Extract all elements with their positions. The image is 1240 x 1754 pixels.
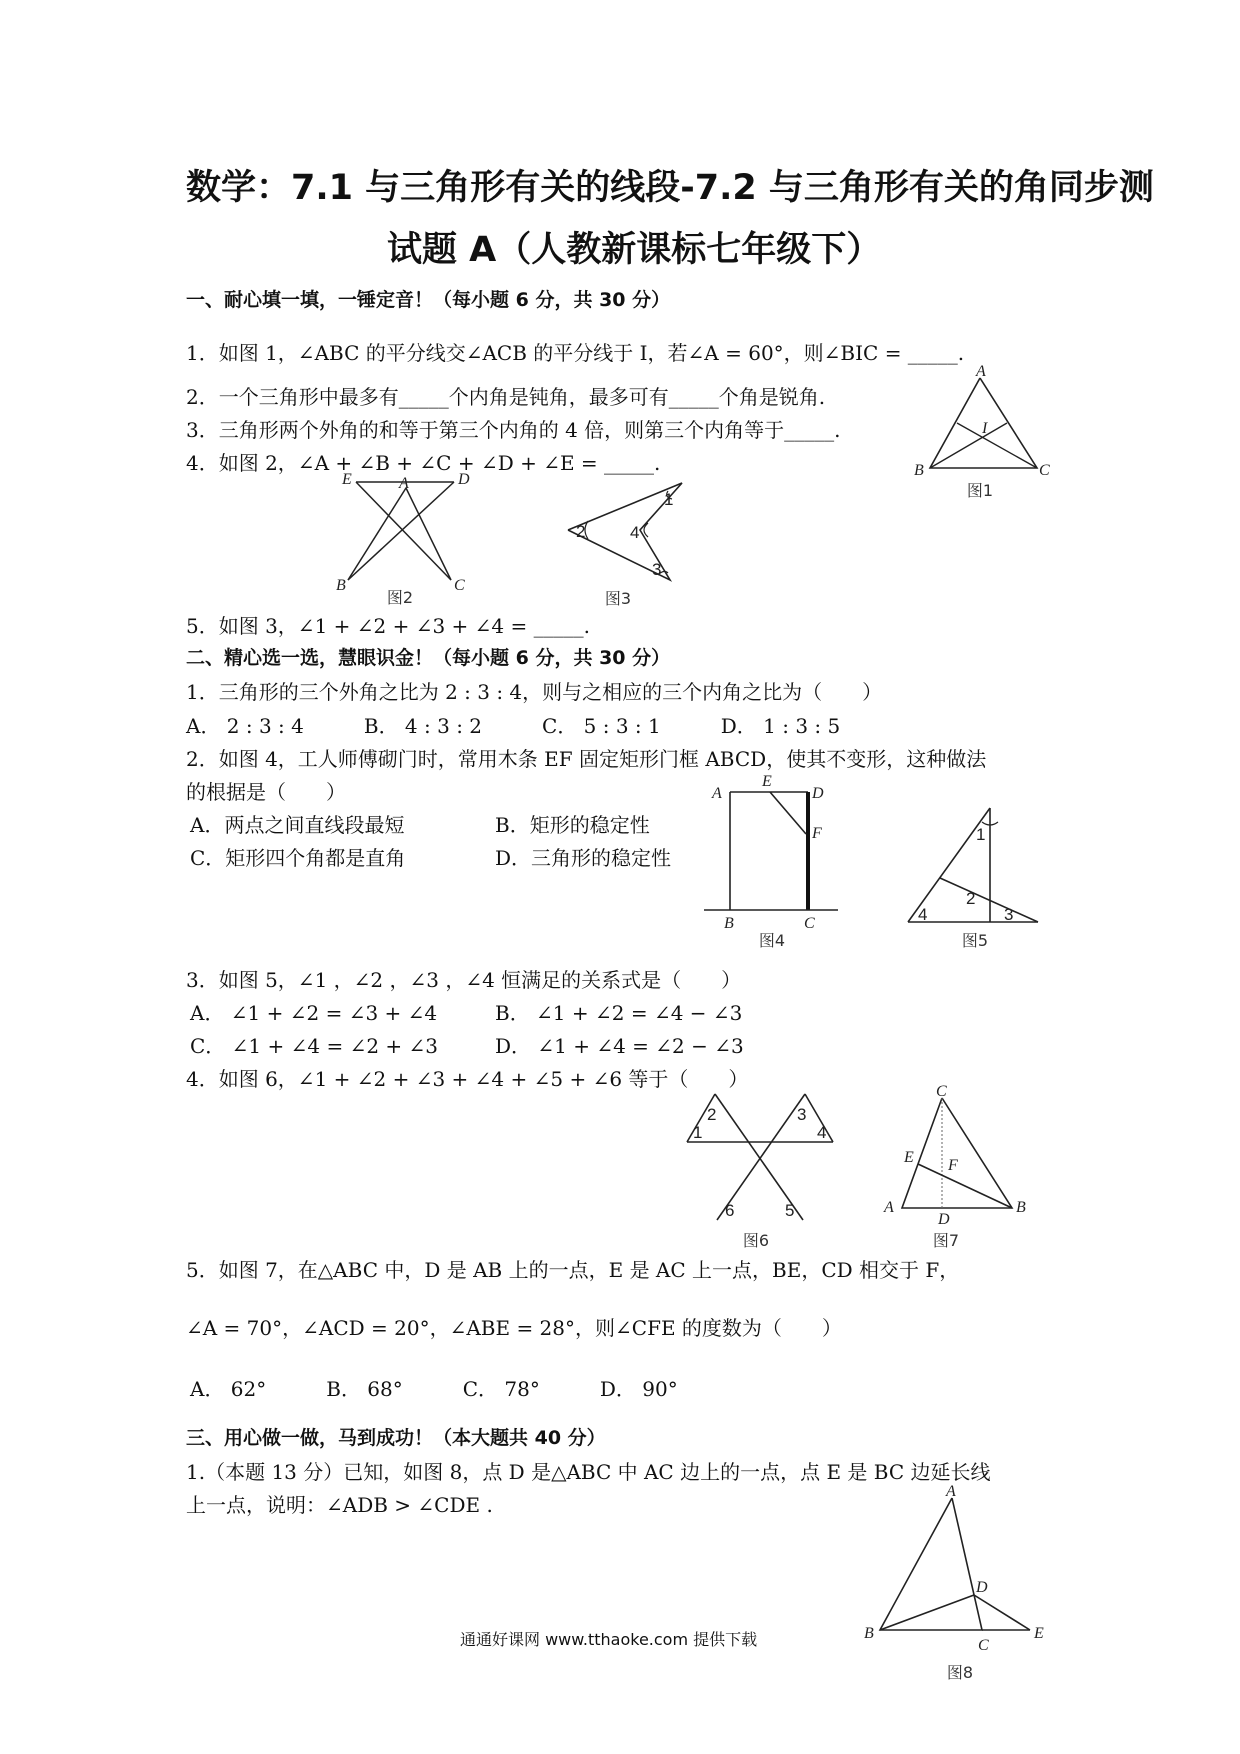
s2-question-2-line-2: 的根据是（ ）: [186, 780, 346, 804]
fig3-angle-3: 3: [652, 560, 662, 579]
s3-question-1-line-2: 上一点，说明：∠ADB > ∠CDE .: [186, 1493, 493, 1517]
s2-q3-option-d: D． ∠1 + ∠4 = ∠2 − ∠3: [495, 1034, 744, 1058]
fig2-label-a: A: [399, 475, 409, 492]
s2-q2-option-c: C．矩形四个角都是直角: [190, 846, 406, 870]
fig2-caption: 图2: [386, 588, 414, 607]
s1-question-5: 5．如图 3，∠1 + ∠2 + ∠3 + ∠4 = _____.: [186, 614, 590, 638]
fig4-label-b: B: [724, 915, 734, 932]
fig7-label-c: C: [936, 1083, 947, 1100]
s1-question-4: 4．如图 2，∠A + ∠B + ∠C + ∠D + ∠E = _____.: [186, 451, 661, 475]
s2-question-2-line-1: 2．如图 4，工人师傅砌门时，常用木条 EF 固定矩形门框 ABCD，使其不变形，这种做法: [186, 747, 987, 771]
fig6-angle-5: 5: [785, 1201, 795, 1220]
s2-q3-option-c: C． ∠1 + ∠4 = ∠2 + ∠3: [190, 1034, 439, 1058]
fig5-angle-2: 2: [966, 889, 976, 908]
fig1-label-i: I: [982, 420, 988, 437]
s2-question-1: 1．三角形的三个外角之比为 2 : 3 : 4，则与之相应的三个内角之比为（ ）: [186, 680, 883, 704]
fig4-caption: 图4: [758, 931, 786, 950]
s2-q3-option-a: A． ∠1 + ∠2 = ∠3 + ∠4: [190, 1001, 438, 1025]
fig7-label-a: A: [884, 1199, 894, 1216]
figure-1: [912, 363, 1052, 488]
fig4-label-d: D: [812, 785, 824, 802]
fig8-label-b: B: [864, 1625, 874, 1642]
fig2-label-e: E: [342, 471, 352, 488]
fig7-label-e: E: [904, 1149, 914, 1166]
fig1-label-b: B: [914, 462, 924, 479]
fig6-angle-2: 2: [707, 1105, 717, 1124]
s3-question-1-line-1: 1.（本题 13 分）已知，如图 8，点 D 是△ABC 中 AC 边上的一点，点 E 是 BC 边延长线: [186, 1460, 991, 1484]
fig2-label-b: B: [336, 577, 346, 594]
s2-q2-option-a: A．两点之间直线段最短: [190, 813, 405, 837]
fig6-caption: 图6: [742, 1231, 770, 1250]
fig5-angle-4: 4: [918, 905, 928, 924]
s2-question-5-options: A． 62° B． 68° C． 78° D． 90°: [190, 1377, 678, 1401]
fig4-label-a: A: [712, 785, 722, 802]
fig6-angle-4: 4: [817, 1123, 827, 1142]
figure-2: [336, 470, 476, 595]
s2-q2-option-b: B．矩形的稳定性: [495, 813, 650, 837]
fig4-label-f: F: [812, 825, 822, 842]
title-line-2: 试题 A（人教新课标七年级下）: [387, 230, 882, 270]
s1-question-3: 3．三角形两个外角的和等于第三个内角的 4 倍，则第三个内角等于_____.: [186, 418, 841, 442]
fig2-label-d: D: [458, 471, 470, 488]
fig5-angle-3: 3: [1004, 905, 1014, 924]
fig8-label-d: D: [976, 1579, 988, 1596]
section-1-heading: 一、耐心填一填，一锤定音！（每小题 6 分，共 30 分）: [186, 289, 671, 311]
fig6-angle-1: 1: [693, 1123, 703, 1142]
fig3-caption: 图3: [604, 589, 632, 608]
fig1-caption: 图1: [966, 481, 994, 500]
s2-question-5-line-1: 5．如图 7，在△ABC 中，D 是 AB 上的一点，E 是 AC 上一点，BE，CD 相交于 F，: [186, 1258, 960, 1282]
fig8-label-c: C: [978, 1637, 989, 1654]
s2-q2-option-d: D．三角形的稳定性: [495, 846, 672, 870]
fig7-label-d: D: [938, 1211, 950, 1228]
s2-question-4: 4．如图 6，∠1 + ∠2 + ∠3 + ∠4 + ∠5 + ∠6 等于（ ）: [186, 1067, 749, 1091]
s2-q3-option-b: B． ∠1 + ∠2 = ∠4 − ∠3: [495, 1001, 743, 1025]
fig5-caption: 图5: [961, 931, 989, 950]
figure-6: [685, 1090, 835, 1225]
figure-4: [700, 770, 840, 932]
fig8-label-a: A: [946, 1483, 956, 1500]
s1-question-2: 2．一个三角形中最多有_____个内角是钝角，最多可有_____个角是锐角.: [186, 385, 826, 409]
fig8-caption: 图8: [946, 1663, 974, 1682]
figure-5: [900, 800, 1040, 930]
fig7-caption: 图7: [932, 1231, 960, 1250]
fig3-angle-1: 1: [664, 490, 674, 509]
figure-7: [880, 1083, 1030, 1228]
fig1-label-a: A: [976, 363, 986, 380]
fig5-angle-1: 1: [976, 825, 986, 844]
fig8-label-e: E: [1034, 1625, 1044, 1642]
fig3-angle-2: 2: [576, 522, 586, 541]
title-line-1: 数学：7.1 与三角形有关的线段-7.2 与三角形有关的角同步测: [186, 168, 1154, 208]
s2-question-5-line-2: ∠A = 70°，∠ACD = 20°，∠ABE = 28°，则∠CFE 的度数为（ ）: [186, 1316, 842, 1340]
section-3-heading: 三、用心做一做，马到成功！（本大题共 40 分）: [186, 1427, 606, 1449]
fig2-label-c: C: [454, 577, 465, 594]
section-2-heading: 二、精心选一选，慧眼识金！（每小题 6 分，共 30 分）: [186, 647, 671, 669]
s2-question-3: 3．如图 5，∠1 ，∠2 ，∠3 ，∠4 恒满足的关系式是（ ）: [186, 968, 742, 992]
footer-credit: 通通好课网 www.tthaoke.com 提供下载: [460, 1630, 758, 1649]
fig6-angle-3: 3: [797, 1105, 807, 1124]
fig7-label-b: B: [1016, 1199, 1026, 1216]
fig7-label-f: F: [948, 1157, 958, 1174]
fig6-angle-6: 6: [725, 1201, 735, 1220]
fig3-angle-4: 4: [630, 523, 640, 542]
s2-question-1-options: A． 2 : 3 : 4 B． 4 : 3 : 2 C． 5 : 3 : 1 D． 1 : 3 : 5: [186, 714, 841, 738]
fig1-label-c: C: [1039, 462, 1050, 479]
fig4-label-c: C: [804, 915, 815, 932]
figure-3: [560, 475, 685, 585]
figure-8: [862, 1483, 1052, 1660]
s1-question-1: 1．如图 1，∠ABC 的平分线交∠ACB 的平分线于 I，若∠A = 60°，则∠BIC = _____.: [186, 341, 965, 365]
fig4-label-e: E: [762, 773, 772, 790]
